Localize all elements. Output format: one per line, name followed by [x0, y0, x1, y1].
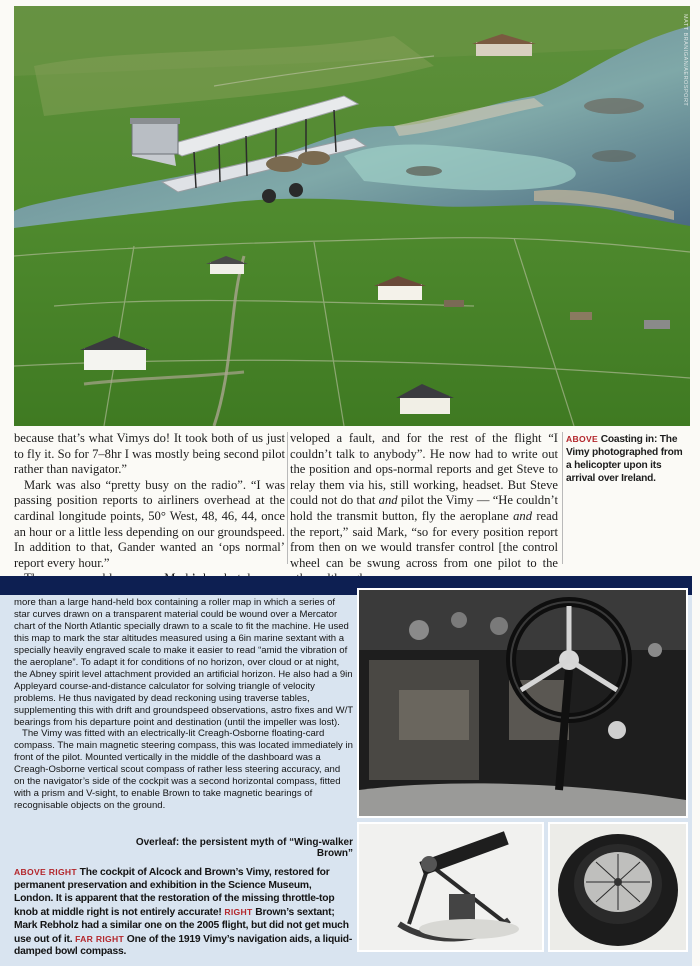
photo-credit: MATT BRANIGAN/AEROSPORT: [682, 14, 688, 107]
sextant-photo: [357, 822, 544, 952]
caption-above: ABOVE Coasting in: The Vimy photographed from a helicopter upon its arrival over Ireland.: [566, 434, 683, 484]
paragraph: more than a large hand-held box containing a roller map in which a series of star curves drawn on a transparent material could be wound over a Mercator chart of the North Atlantic specially drawn to a scale to fit the machine. He used this map to mark the star altitudes measured using a 6in marine sextant with a specially heavily engraved scale to make it easier to read “amid the vibration of the aeroplane”. To adapt it for conditions of no horizon, over cloud or at night, the Abney spirit level attachment provided an artificial horizon. He also had a 9in Appleyard course-and-distance calculator for solving triangle of velocity problems. He thus navigated by dead reckoning using traverse tables, supplementing this with drift and groundspeed observations, astro fixes and W/T bearings from his departure point and destination (until the impeller was lost).: [14, 597, 353, 728]
paragraph: because that’s what Vimys do! It took both of us just to fly it. So for 7–8hr I was mostly being second pilot rather than navigator.”: [14, 431, 285, 477]
body-column-2: [290, 431, 558, 587]
paragraph: Mark was also “pretty busy on the radio”. “I was passing position reports to airliners overhead at the cardinal longitude points, 50° West, 48, 46, 44, once an hour or a little less depending on our groundspeed. In addition to that, Gander wanted an ‘ops normal’ report every hour.”: [14, 477, 285, 570]
aerial-photo-vimy-over-ireland: [14, 6, 690, 426]
bowl-compass-illustration: [550, 824, 686, 950]
column-divider: [562, 432, 563, 564]
paragraph: The Vimy was fitted with an electrically-lit Creagh-Osborne floating-card compass. The main magnetic steering compass, this was located immediately in front of the pilot. Mounted vertically in the middle of the dashboard was a Creagh-Osborne vertical scout compass of rather less steering accuracy, and on the navigator’s side of the cockpit was a second horizontal compass, fitted with a prism and V-sight, to enable Brown to take magnetic bearings of recognisable objects on the ground.: [14, 728, 353, 812]
aerial-photo-illustration: [14, 6, 690, 426]
sidebar-body-text: [14, 597, 353, 812]
cockpit-illustration: [359, 590, 686, 816]
sextant-illustration: [359, 824, 542, 950]
bowl-compass-photo: [548, 822, 688, 952]
body-column-1: [14, 431, 285, 587]
column-divider: [287, 432, 288, 564]
overleaf-teaser: Overleaf: the persistent myth of “Wing-walker Brown”: [135, 837, 353, 859]
cockpit-photo: [357, 588, 688, 818]
paragraph: veloped a fault, and for the rest of the flight “I couldn’t talk to anybody”. He now had to write out the position and ops-normal reports and get Steve to relay them via his, still working, headset. But Steve could not do that and pilot the Vimy — “He couldn’t hold the transmit button, fly the aeroplane and read the report,” said Mark, “so for every position report from then on we would transfer control [the control wheel can be swung across from one pilot to the: [290, 431, 558, 570]
caption-photos: ABOVE RIGHT The cockpit of Alcock and Brown’s Vimy, restored for permanent preservation and exhibition in the Science Museum, London. It is apparent that the restoration of the missing throttle-top knob at middle right is not entirely accurate! RIGHT Brown’s sextant; Mark Rebholz had a similar one on the 2005 flight, but did not get much use out of it. FAR RIGHT One of the 1919 Vimy’s navigation aids, a liquid-damped bowl compass.: [14, 867, 353, 958]
